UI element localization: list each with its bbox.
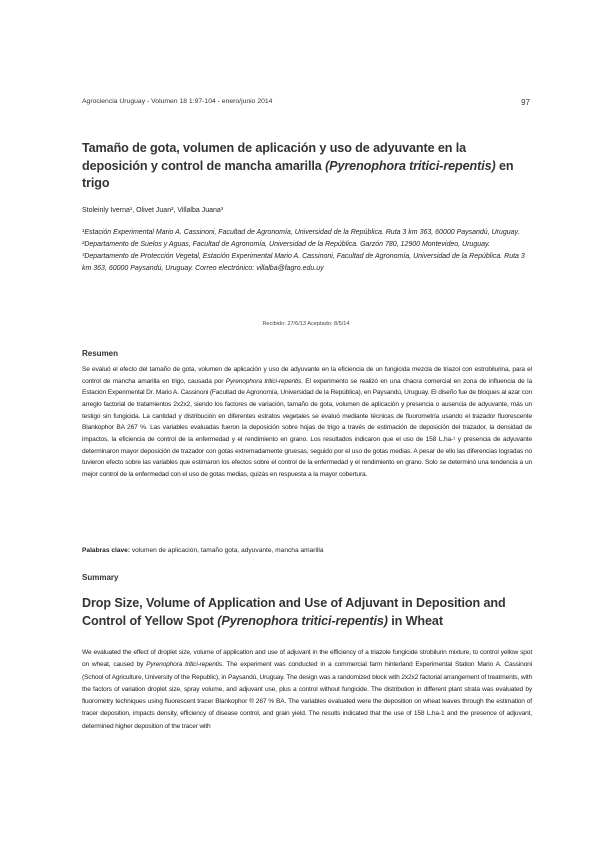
english-title-tail: in Wheat [387,613,443,628]
title-species: (Pyrenophora tritici-repentis) [325,158,496,173]
title-main: Tamaño de gota, volumen de aplicación y uso de adyuvante en la deposición y control de mancha amarilla [82,141,467,173]
resumen-text-2: . El experimento se realizó en una chacra comercial en zona de influencia de la Estación Experimental Dr. Mario A. Cassinoni (Facultad de Agronomía, Universidad de la República), en Paysandú, Uruguay. El diseño fue de bloques al azar con arreglo factorial de tratamientos 2x2x2, siendo los factores de variación, tamaño de gota, volumen de aplicación y presencia o ausencia de adyuvante, más un testigo sin fungicida. La cantidad y distribución en diferentes estratos vegetales se evaluó mediante técnicas de fluorometría usando el trazador fluorescente Blankophor BA 267 %. Las variables evaluadas fueron la deposición sobre hojas de trigo a través de estimación de deposición del trazador, la densidad de impactos, la eficiencia de control de la enfermedad y el rendimiento en grano. Los resultados indicaron que el uso de 158 L.ha-¹ y presencia de adyuvante determinaron mayor deposición de trazador con gotas extremadamente gruesas, seguido por el uso de gotas medias. A pesar de ello las diferencias logradas no tuvieron efecto sobre las variables que estimaron los efectos sobre el control de la enfermedad y el rendimiento en grano. Solo se determinó una tendencia a un mejor control de la enfermedad con el uso de gotas medias, quizás en respuesta a la mayor cobertura. [82,377,532,478]
english-title-species: (Pyrenophora tritici-repentis) [217,613,388,628]
title-tail: en trigo [82,158,514,190]
affiliation-2: ²Departamento de Suelos y Aguas, Facultad de Agronomía, Universidad de la República. Garzón 780, 12900 Montevideo, Uruguay. [82,241,490,249]
resumen-heading: Resumen [82,349,119,358]
affiliation-3: ³Departamento de Protección Vegetal, Estación Experimental Mario A. Cassinoni, Facultad de Agronomía, Universidad de la República. Ruta 3 km 363, 60000 Paysandú, Uruguay. Correo electrónico: villalba@fagro.edu.uy [82,253,525,272]
resumen-body [82,364,532,481]
keywords [82,547,532,554]
running-header [82,98,530,105]
affiliation-1: ¹Estación Experimental Mario A. Cassinoni, Facultad de Agronomía, Universidad de la República. Ruta 3 km 363, 60000 Paysandú, Uruguay. [82,229,520,236]
article-title [82,140,532,193]
summary-body [82,647,532,733]
keywords-label: Palabras clave: [82,547,131,554]
summary-text-1: We evaluated the effect of droplet size, volume of application and use of adjuvant in the efficiency of a triazole fungicide strobilurin mixture, to control yellow spot on wheat, caused by [82,649,532,669]
author-list: Stoleinly Iverna¹, Olivet Juan², Villalba Juana³ [82,207,224,214]
english-title-main: Drop Size, Volume of Application and Use of Adjuvant in Deposition and Control of Yellow Spot [82,596,506,628]
english-title [82,595,532,630]
resumen-species: Pyrenophora tritici-repentis [225,377,302,385]
affiliations [82,227,532,275]
keywords-text: volumen de aplicación, tamaño gota, adyuvante, mancha amarilla [130,547,324,554]
summary-text-2: . The experiment was conducted in a commercial farm hinterland Experimental Station Mario A. Cassinoni (School of Agriculture, University of the Republic), in Paysandú, Uruguay. The design was a randomized block with 2x2x2 factorial arrangement of treatments, with the factors of variation droplet size, spray volume, and adjuvant use, plus a control without fungicide. The distribution in different plant strata was evaluated by fluorometry techniques using fluorescent tracer Blankophor ® 267 % BA. The variables evaluated were the deposition on wheat leaves through the estimation of tracer deposition, impacts density, efficiency of disease control, and grain yield. The results indicated that the use of 158 L.ha-1 and the presence of adjuvant, determined higher deposition of the tracer with [82,661,532,730]
received-accepted-dates: Recibido: 27/6/13 Aceptado: 8/5/14 [262,321,350,327]
page-number: 97 [521,98,530,107]
resumen-text-1: Se evaluó el efecto del tamaño de gota, volumen de aplicación y uso de adyuvante en la eficiencia de un fungicida mezcla de triazol con estrobilurina, para el control de mancha amarilla en trigo, causada por [82,366,532,385]
summary-heading: Summary [82,573,119,582]
summary-species: Pyrenophora tritici-repentis [146,661,222,669]
journal-citation: Agrociencia Uruguay - Volumen 18 1:97-104 - enero/junio 2014 [82,98,273,105]
